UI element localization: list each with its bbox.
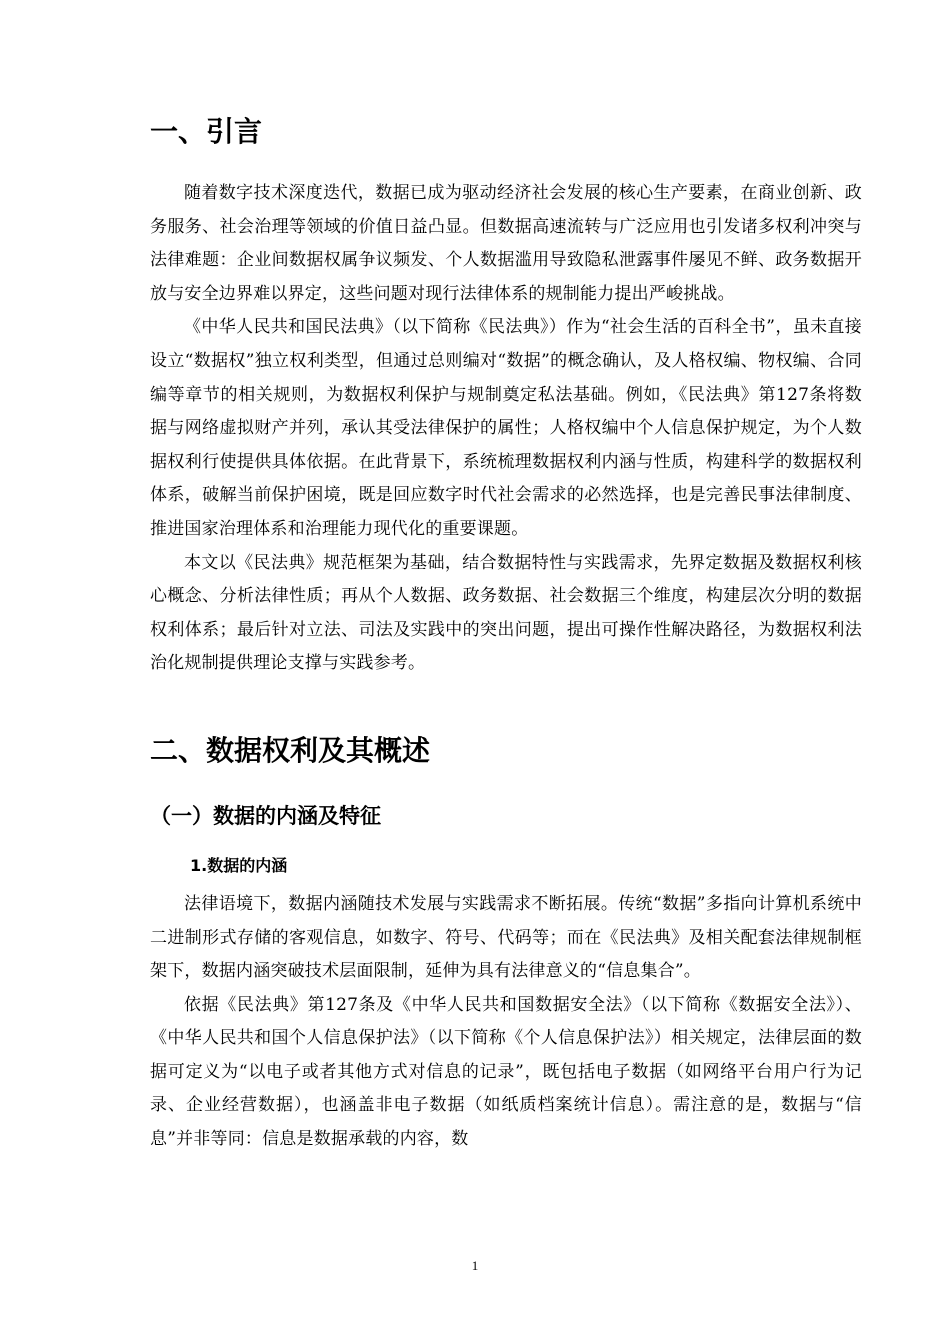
paragraph: 《中华人民共和国民法典》（以下简称《民法典》）作为“社会生活的百科全书”，虽未直接设立“数据权”独立权利类型，但通过总则编对“数据”的概念确认，及人格权编、物权编、合同编等章节的相关规则，为数据权利保护与规制奠定私法基础。例如，《民法典》第127条将数据与网络虚拟财产并列，承认其受法律保护的属性；人格权编中个人信息保护规定，为个人数据权利行使提供具体依据。在此背景下，系统梳理数据权利内涵与性质，构建科学的数据权利体系，破解当前保护困境，既是回应数字时代社会需求的必然选择，也是完善民事法律制度、推进国家治理体系和治理能力现代化的重要课题。 [150, 317, 862, 539]
paragraph: 随着数字技术深度迭代，数据已成为驱动经济社会发展的核心生产要素，在商业创新、政务服务、社会治理等领域的价值日益凸显。但数据高速流转与广泛应用也引发诸多权利冲突与法律难题：企业间数据权属争议频发、个人数据滥用导致隐私泄露事件屡见不鲜、政务数据开放与安全边界难以界定，这些问题对现行法律体系的规制能力提出严峻挑战。 [150, 183, 862, 304]
paragraph: 法律语境下，数据内涵随技术发展与实践需求不断拓展。传统“数据”多指向计算机系统中二进制形式存储的客观信息，如数字、符号、代码等；而在《民法典》及相关配套法律规制框架下，数据内涵突破技术层面限制，延伸为具有法律意义的“信息集合”。 [150, 893, 862, 982]
page-body [150, 112, 862, 1157]
section-heading-introduction: 一、引言 [150, 115, 263, 148]
section-heading-data-rights: 二、数据权利及其概述 [150, 733, 431, 767]
item-heading: 1.数据的内涵 [190, 855, 288, 875]
paragraph: 本文以《民法典》规范框架为基础，结合数据特性与实践需求，先界定数据及数据权利核心概念、分析法律性质；再从个人数据、政务数据、社会数据三个维度，构建层次分明的数据权利体系；最后针对立法、司法及实践中的突出问题，提出可操作性解决路径，为数据权利法治化规制提供理论支撑与实践参考。 [150, 552, 862, 674]
page-number: 1 [471, 1258, 479, 1273]
paragraph: 依据《民法典》第127条及《中华人民共和国数据安全法》（以下简称《数据安全法》）、《中华人民共和国个人信息保护法》（以下简称《个人信息保护法》）相关规定，法律层面的数据可定义为“以电子或者其他方式对信息的记录”，既包括电子数据（如网络平台用户行为记录、企业经营数据），也涵盖非电子数据（如纸质档案统计信息）。需注意的是，数据与“信息”并非等同：信息是数据承载的内容，数 [150, 994, 862, 1150]
subsection-heading: （一）数据的内涵及特征 [150, 803, 381, 828]
